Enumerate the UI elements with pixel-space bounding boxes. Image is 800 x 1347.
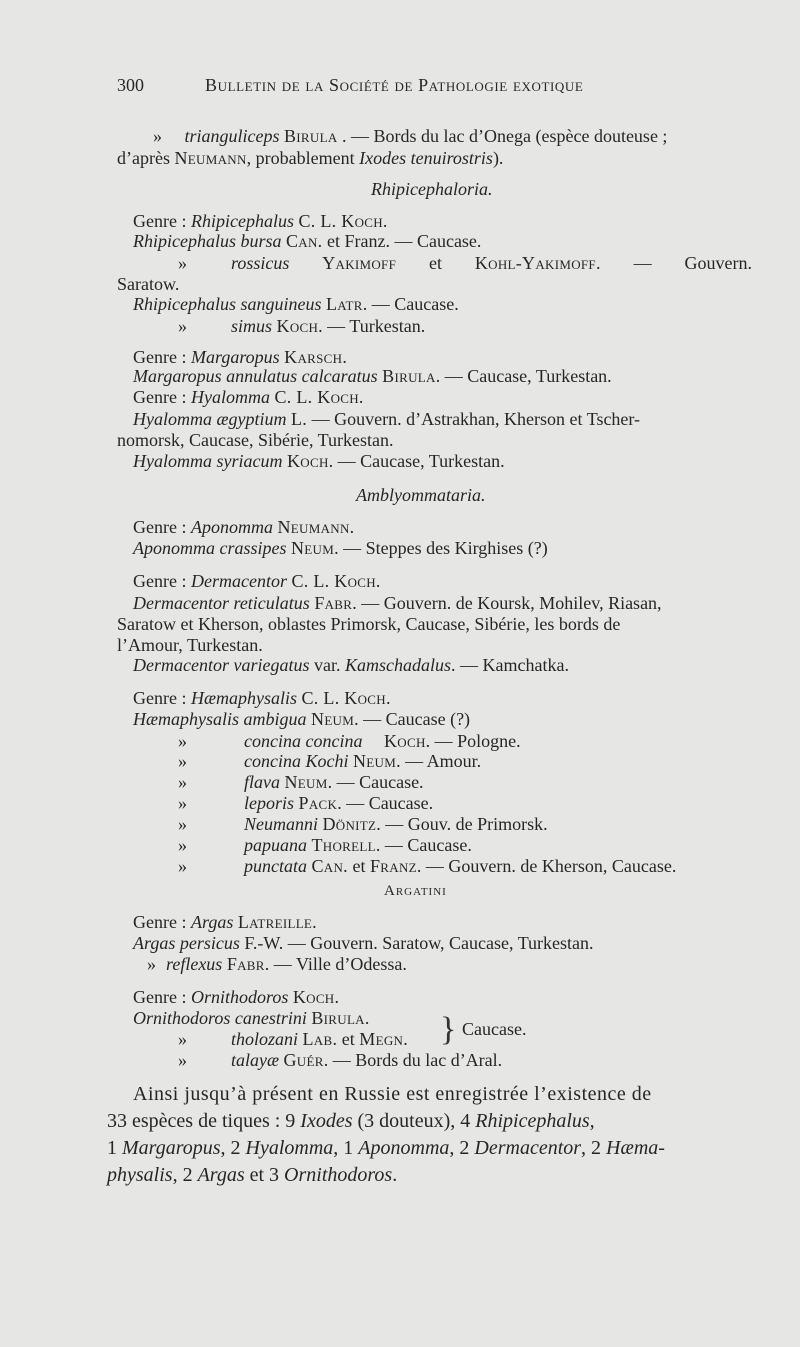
entry-line: » rossicus Yakimoff et Kohl-Yakimoff. — Gouvern.: [178, 253, 752, 273]
summary-line: 33 espèces de tiques : 9 Ixodes (3 douteux), 4 Rhipicephalus,: [107, 1110, 595, 1132]
genus-line: Genre : Hyalomma C. L. Koch.: [133, 387, 364, 407]
entry-line: Rhipicephalus sanguineus Latr. — Caucase.: [133, 294, 459, 314]
running-title: Bulletin de la Société de Pathologie exotique: [205, 75, 584, 95]
entry-line: » trianguliceps Birula . — Bords du lac d’Onega (espèce douteuse ;: [153, 126, 668, 146]
entry-line: » flava Neum. — Caucase.: [178, 772, 424, 792]
genus-line: Genre : Rhipicephalus C. L. Koch.: [133, 211, 388, 231]
entry-line: » talayæ Guér. — Bords du lac d’Aral.: [178, 1050, 503, 1070]
entry-line: Rhipicephalus bursa Can. et Franz. — Caucase.: [133, 231, 482, 251]
section-heading: Rhipicephaloria.: [371, 179, 493, 199]
entry-line: Margaropus annulatus calcaratus Birula. — Caucase, Turkestan.: [133, 366, 612, 386]
section-heading: Amblyommataria.: [356, 485, 486, 505]
genus-line: Genre : Hæmaphysalis C. L. Koch.: [133, 688, 391, 708]
entry-line: Hyalomma ægyptium L. — Gouvern. d’Astrakhan, Kherson et Tscher-: [133, 409, 641, 429]
entry-line: d’après Neumann, probablement Ixodes tenuirostris).: [117, 148, 504, 168]
entry-line: Hyalomma syriacum Koch. — Caucase, Turkestan.: [133, 451, 505, 471]
entry-line: » concina Kochi Neum. — Amour.: [178, 751, 482, 771]
entry-line: » papuana Thorell. — Caucase.: [178, 835, 472, 855]
genus-line: Genre : Aponomma Neumann.: [133, 517, 355, 537]
entry-line: » Neumanni Dönitz. — Gouv. de Primorsk.: [178, 814, 548, 834]
entry-line: Hæmaphysalis ambigua Neum. — Caucase (?): [133, 709, 471, 729]
section-heading: Argatini: [384, 883, 447, 899]
genus-line: Genre : Argas Latreille.: [133, 912, 317, 932]
entry-line: » simus Koch. — Turkestan.: [178, 316, 426, 336]
entry-line: Dermacentor variegatus var. Kamschadalus. — Kamchatka.: [133, 655, 569, 675]
brace-location: Caucase.: [462, 1019, 527, 1039]
summary-line: 1 Margaropus, 2 Hyalomma, 1 Aponomma, 2 Dermacentor, 2 Hæma-: [107, 1137, 665, 1159]
page-number: 300: [117, 75, 144, 95]
entry-line: » tholozani Lab. et Megn.: [178, 1029, 409, 1049]
entry-line: Aponomma crassipes Neum. — Steppes des Kirghises (?): [133, 538, 548, 558]
genus-line: Genre : Dermacentor C. L. Koch.: [133, 571, 381, 591]
entry-line: » reflexus Fabr. — Ville d’Odessa.: [147, 954, 407, 974]
summary-line: Ainsi jusqu’à présent en Russie est enregistrée l’existence de: [133, 1083, 652, 1105]
entry-line: Saratow.: [117, 274, 180, 294]
summary-line: physalis, 2 Argas et 3 Ornithodoros.: [107, 1164, 398, 1186]
genus-line: Genre : Ornithodoros Koch.: [133, 987, 340, 1007]
entry-line: » punctata Can. et Franz. — Gouvern. de Kherson, Caucase.: [178, 856, 677, 876]
brace-symbol: }: [440, 1011, 457, 1048]
entry-line: l’Amour, Turkestan.: [117, 635, 263, 655]
entry-line: Dermacentor reticulatus Fabr. — Gouvern. de Koursk, Mohilev, Riasan,: [133, 593, 662, 613]
entry-line: Ornithodoros canestrini Birula.: [133, 1008, 370, 1028]
genus-line: Genre : Margaropus Karsch.: [133, 347, 348, 367]
entry-line: » concina concina Koch. — Pologne.: [178, 731, 521, 751]
page-header: [117, 74, 670, 96]
entry-line: Saratow et Kherson, oblastes Primorsk, Caucase, Sibérie, les bords de: [117, 614, 621, 634]
entry-line: Argas persicus F.-W. — Gouvern. Saratow, Caucase, Turkestan.: [133, 933, 594, 953]
entry-line: nomorsk, Caucase, Sibérie, Turkestan.: [117, 430, 394, 450]
entry-line: » leporis Pack. — Caucase.: [178, 793, 434, 813]
